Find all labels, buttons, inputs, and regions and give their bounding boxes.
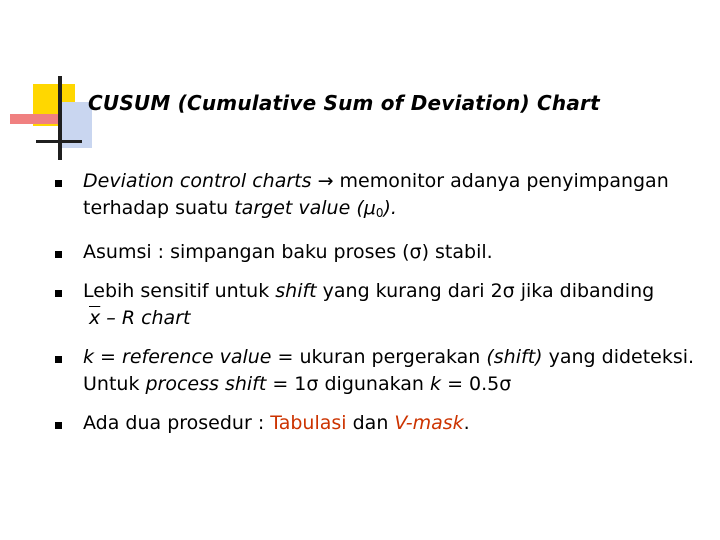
text: target value (μ [234, 197, 376, 219]
text: k = reference value [83, 346, 272, 368]
decor-red-bar [10, 114, 58, 124]
bullet-list [52, 168, 712, 449]
text: . [463, 412, 470, 434]
text: dan [346, 412, 395, 434]
subscript: 0 [375, 206, 384, 220]
slide-title: CUSUM (Cumulative Sum of Deviation) Chart [88, 91, 600, 115]
bullet-square-icon [55, 180, 62, 187]
text: yang kurang dari 2σ jika dibanding [316, 280, 655, 302]
formula-xbar-r-chart [89, 305, 190, 332]
arrow-icon: → [317, 170, 334, 192]
text: Asumsi : simpangan baku proses (σ) stabil. [83, 241, 493, 263]
link-v-mask: V-mask [394, 412, 464, 434]
bullet-square-icon [55, 356, 62, 363]
text: Deviation control charts [83, 170, 312, 192]
text: (shift) [486, 346, 543, 368]
text: shift [275, 280, 317, 302]
bullet-item-prosedur [52, 410, 712, 437]
text: = 1σ digunakan [266, 373, 431, 395]
text: ). [383, 197, 397, 219]
text: = ukuran pergerakan [271, 346, 487, 368]
link-tabulasi: Tabulasi [270, 412, 347, 434]
bullet-item-deviation [52, 168, 712, 227]
text: process shift [145, 373, 267, 395]
text: Ada dua prosedur : [83, 412, 271, 434]
text: memonitor adanya penyimpangan terhadap suatu [83, 170, 669, 219]
text: = 0.5σ [441, 373, 512, 395]
bullet-square-icon [55, 290, 62, 297]
text: k [430, 373, 442, 395]
text: yang dideteksi. Untuk [83, 346, 695, 395]
decor-horizontal-line [36, 140, 82, 143]
text: Lebih sensitif untuk [83, 280, 276, 302]
bullet-square-icon [55, 422, 62, 429]
bullet-item-asumsi [52, 239, 712, 266]
formula-rest: – R chart [100, 307, 191, 329]
bullet-item-sensitif [52, 278, 712, 332]
decor-vertical-line [58, 76, 62, 160]
bullet-square-icon [55, 251, 62, 258]
bullet-item-k [52, 344, 712, 398]
formula-xbar: $\overline{x}$ [89, 307, 101, 329]
